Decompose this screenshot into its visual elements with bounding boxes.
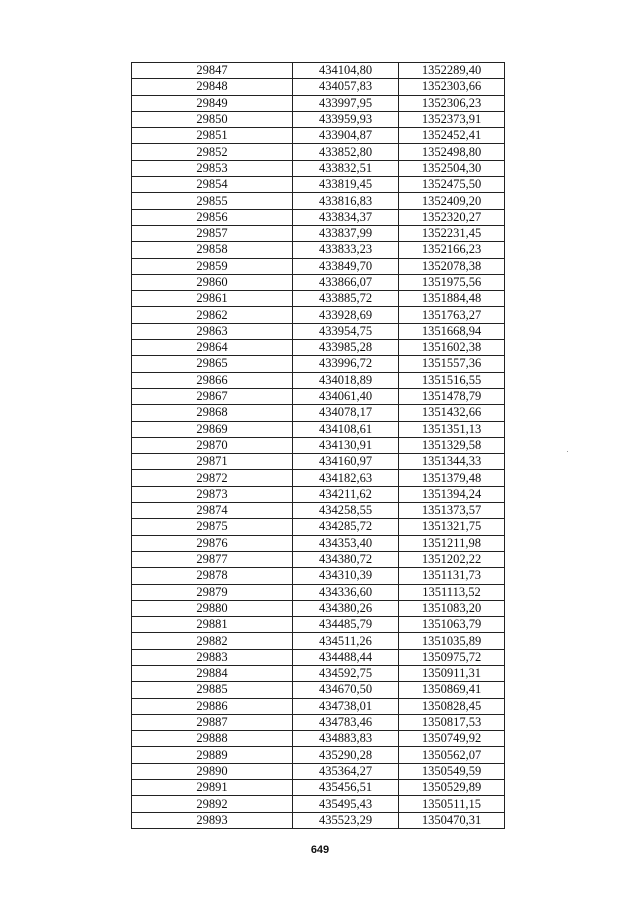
x-coordinate-cell: 434057,83 [293, 79, 399, 95]
y-coordinate-cell: 1351063,79 [399, 617, 505, 633]
y-coordinate-cell: 1351351,13 [399, 421, 505, 437]
table-row [132, 111, 505, 127]
x-coordinate-cell: 433819,45 [293, 177, 399, 193]
y-coordinate-cell: 1351516,55 [399, 372, 505, 388]
point-number-cell: 29850 [132, 111, 293, 127]
point-number-cell: 29852 [132, 144, 293, 160]
y-coordinate-cell: 1351131,73 [399, 568, 505, 584]
point-number-cell: 29890 [132, 763, 293, 779]
point-number-cell: 29851 [132, 128, 293, 144]
x-coordinate-cell: 433959,93 [293, 111, 399, 127]
y-coordinate-cell: 1350470,31 [399, 812, 505, 828]
x-coordinate-cell: 434488,44 [293, 649, 399, 665]
y-coordinate-cell: 1352452,41 [399, 128, 505, 144]
y-coordinate-cell: 1350828,45 [399, 698, 505, 714]
x-coordinate-cell: 434883,83 [293, 731, 399, 747]
y-coordinate-cell: 1352409,20 [399, 193, 505, 209]
table-row [132, 437, 505, 453]
table-row [132, 225, 505, 241]
table-row [132, 731, 505, 747]
table-row [132, 503, 505, 519]
table-row [132, 356, 505, 372]
x-coordinate-cell: 434670,50 [293, 682, 399, 698]
x-coordinate-cell: 433816,83 [293, 193, 399, 209]
point-number-cell: 29853 [132, 160, 293, 176]
point-number-cell: 29858 [132, 242, 293, 258]
y-coordinate-cell: 1352231,45 [399, 225, 505, 241]
x-coordinate-cell: 433866,07 [293, 274, 399, 290]
point-number-cell: 29889 [132, 747, 293, 763]
point-number-cell: 29886 [132, 698, 293, 714]
table-row [132, 63, 505, 79]
table-row [132, 812, 505, 828]
x-coordinate-cell: 434211,62 [293, 486, 399, 502]
point-number-cell: 29866 [132, 372, 293, 388]
x-coordinate-cell: 434258,55 [293, 503, 399, 519]
point-number-cell: 29872 [132, 470, 293, 486]
x-coordinate-cell: 434160,97 [293, 454, 399, 470]
x-coordinate-cell: 435495,43 [293, 796, 399, 812]
x-coordinate-cell: 435290,28 [293, 747, 399, 763]
point-number-cell: 29891 [132, 780, 293, 796]
table-row [132, 323, 505, 339]
point-number-cell: 29864 [132, 340, 293, 356]
y-coordinate-cell: 1351975,56 [399, 274, 505, 290]
x-coordinate-cell: 434018,89 [293, 372, 399, 388]
y-coordinate-cell: 1351344,33 [399, 454, 505, 470]
point-number-cell: 29874 [132, 503, 293, 519]
point-number-cell: 29862 [132, 307, 293, 323]
table-row [132, 617, 505, 633]
point-number-cell: 29867 [132, 388, 293, 404]
point-number-cell: 29880 [132, 600, 293, 616]
y-coordinate-cell: 1352498,80 [399, 144, 505, 160]
point-number-cell: 29849 [132, 95, 293, 111]
y-coordinate-cell: 1350529,89 [399, 780, 505, 796]
x-coordinate-cell: 433997,95 [293, 95, 399, 111]
table-row [132, 372, 505, 388]
point-number-cell: 29868 [132, 405, 293, 421]
x-coordinate-cell: 434061,40 [293, 388, 399, 404]
x-coordinate-cell: 434078,17 [293, 405, 399, 421]
table-row [132, 535, 505, 551]
table-row [132, 747, 505, 763]
table-row [132, 421, 505, 437]
point-number-cell: 29892 [132, 796, 293, 812]
x-coordinate-cell: 433833,23 [293, 242, 399, 258]
y-coordinate-cell: 1350975,72 [399, 649, 505, 665]
x-coordinate-cell: 434310,39 [293, 568, 399, 584]
y-coordinate-cell: 1352373,91 [399, 111, 505, 127]
point-number-cell: 29860 [132, 274, 293, 290]
table-row [132, 584, 505, 600]
x-coordinate-cell: 434104,80 [293, 63, 399, 79]
point-number-cell: 29848 [132, 79, 293, 95]
x-coordinate-cell: 433996,72 [293, 356, 399, 372]
x-coordinate-cell: 434592,75 [293, 665, 399, 681]
y-coordinate-cell: 1350749,92 [399, 731, 505, 747]
point-number-cell: 29881 [132, 617, 293, 633]
y-coordinate-cell: 1350869,41 [399, 682, 505, 698]
y-coordinate-cell: 1351321,75 [399, 519, 505, 535]
x-coordinate-cell: 434108,61 [293, 421, 399, 437]
table-row [132, 698, 505, 714]
y-coordinate-cell: 1352306,23 [399, 95, 505, 111]
y-coordinate-cell: 1350911,31 [399, 665, 505, 681]
table-row [132, 388, 505, 404]
point-number-cell: 29871 [132, 454, 293, 470]
y-coordinate-cell: 1352289,40 [399, 63, 505, 79]
x-coordinate-cell: 433832,51 [293, 160, 399, 176]
table-row [132, 209, 505, 225]
table-row [132, 291, 505, 307]
point-number-cell: 29875 [132, 519, 293, 535]
y-coordinate-cell: 1351763,27 [399, 307, 505, 323]
y-coordinate-cell: 1352320,27 [399, 209, 505, 225]
x-coordinate-cell: 435364,27 [293, 763, 399, 779]
table-row [132, 519, 505, 535]
point-number-cell: 29884 [132, 665, 293, 681]
x-coordinate-cell: 434353,40 [293, 535, 399, 551]
x-coordinate-cell: 435523,29 [293, 812, 399, 828]
point-number-cell: 29870 [132, 437, 293, 453]
point-number-cell: 29882 [132, 633, 293, 649]
table-row [132, 177, 505, 193]
x-coordinate-cell: 434336,60 [293, 584, 399, 600]
x-coordinate-cell: 434130,91 [293, 437, 399, 453]
x-coordinate-cell: 433954,75 [293, 323, 399, 339]
x-coordinate-cell: 433834,37 [293, 209, 399, 225]
table-row [132, 242, 505, 258]
table-row [132, 95, 505, 111]
table-row [132, 274, 505, 290]
y-coordinate-cell: 1352166,23 [399, 242, 505, 258]
point-number-cell: 29869 [132, 421, 293, 437]
point-number-cell: 29873 [132, 486, 293, 502]
y-coordinate-cell: 1350511,15 [399, 796, 505, 812]
point-number-cell: 29885 [132, 682, 293, 698]
x-coordinate-cell: 433837,99 [293, 225, 399, 241]
y-coordinate-cell: 1352504,30 [399, 160, 505, 176]
x-coordinate-cell: 433985,28 [293, 340, 399, 356]
y-coordinate-cell: 1351373,57 [399, 503, 505, 519]
x-coordinate-cell: 433885,72 [293, 291, 399, 307]
x-coordinate-cell: 434783,46 [293, 714, 399, 730]
y-coordinate-cell: 1352303,66 [399, 79, 505, 95]
point-number-cell: 29887 [132, 714, 293, 730]
point-number-cell: 29876 [132, 535, 293, 551]
table-row [132, 649, 505, 665]
point-number-cell: 29859 [132, 258, 293, 274]
table-row [132, 633, 505, 649]
table-row [132, 258, 505, 274]
table-row [132, 780, 505, 796]
table-row [132, 307, 505, 323]
table-row [132, 763, 505, 779]
x-coordinate-cell: 434511,26 [293, 633, 399, 649]
table-row [132, 193, 505, 209]
x-coordinate-cell: 434380,72 [293, 551, 399, 567]
y-coordinate-cell: 1351432,66 [399, 405, 505, 421]
y-coordinate-cell: 1351202,22 [399, 551, 505, 567]
point-number-cell: 29893 [132, 812, 293, 828]
x-coordinate-cell: 434380,26 [293, 600, 399, 616]
y-coordinate-cell: 1351211,98 [399, 535, 505, 551]
table-row [132, 600, 505, 616]
y-coordinate-cell: 1352475,50 [399, 177, 505, 193]
x-coordinate-cell: 435456,51 [293, 780, 399, 796]
point-number-cell: 29878 [132, 568, 293, 584]
y-coordinate-cell: 1351035,89 [399, 633, 505, 649]
table-row [132, 551, 505, 567]
table-row [132, 568, 505, 584]
y-coordinate-cell: 1350549,59 [399, 763, 505, 779]
page-number: 649 [310, 844, 330, 856]
table-row [132, 470, 505, 486]
point-number-cell: 29861 [132, 291, 293, 307]
y-coordinate-cell: 1350562,07 [399, 747, 505, 763]
y-coordinate-cell: 1351884,48 [399, 291, 505, 307]
y-coordinate-cell: 1352078,38 [399, 258, 505, 274]
coordinates-table [131, 62, 505, 829]
y-coordinate-cell: 1351083,20 [399, 600, 505, 616]
point-number-cell: 29865 [132, 356, 293, 372]
x-coordinate-cell: 433904,87 [293, 128, 399, 144]
point-number-cell: 29856 [132, 209, 293, 225]
point-number-cell: 29888 [132, 731, 293, 747]
table-row [132, 796, 505, 812]
y-coordinate-cell: 1351379,48 [399, 470, 505, 486]
point-number-cell: 29883 [132, 649, 293, 665]
point-number-cell: 29855 [132, 193, 293, 209]
y-coordinate-cell: 1351113,52 [399, 584, 505, 600]
table-row [132, 79, 505, 95]
point-number-cell: 29854 [132, 177, 293, 193]
coordinates-table-body [132, 63, 505, 829]
y-coordinate-cell: 1351478,79 [399, 388, 505, 404]
y-coordinate-cell: 1351394,24 [399, 486, 505, 502]
table-row [132, 454, 505, 470]
x-coordinate-cell: 434285,72 [293, 519, 399, 535]
point-number-cell: 29877 [132, 551, 293, 567]
table-row [132, 144, 505, 160]
point-number-cell: 29879 [132, 584, 293, 600]
x-coordinate-cell: 433852,80 [293, 144, 399, 160]
point-number-cell: 29863 [132, 323, 293, 339]
table-row [132, 714, 505, 730]
table-row [132, 340, 505, 356]
table-row [132, 160, 505, 176]
table-row [132, 665, 505, 681]
y-coordinate-cell: 1351668,94 [399, 323, 505, 339]
x-coordinate-cell: 434182,63 [293, 470, 399, 486]
x-coordinate-cell: 434485,79 [293, 617, 399, 633]
y-coordinate-cell: 1351557,36 [399, 356, 505, 372]
table-row [132, 682, 505, 698]
y-coordinate-cell: 1350817,53 [399, 714, 505, 730]
x-coordinate-cell: 434738,01 [293, 698, 399, 714]
y-coordinate-cell: 1351329,58 [399, 437, 505, 453]
scan-speck [567, 451, 568, 452]
table-row [132, 486, 505, 502]
point-number-cell: 29857 [132, 225, 293, 241]
table-row [132, 128, 505, 144]
x-coordinate-cell: 433849,70 [293, 258, 399, 274]
point-number-cell: 29847 [132, 63, 293, 79]
y-coordinate-cell: 1351602,38 [399, 340, 505, 356]
x-coordinate-cell: 433928,69 [293, 307, 399, 323]
table-row [132, 405, 505, 421]
